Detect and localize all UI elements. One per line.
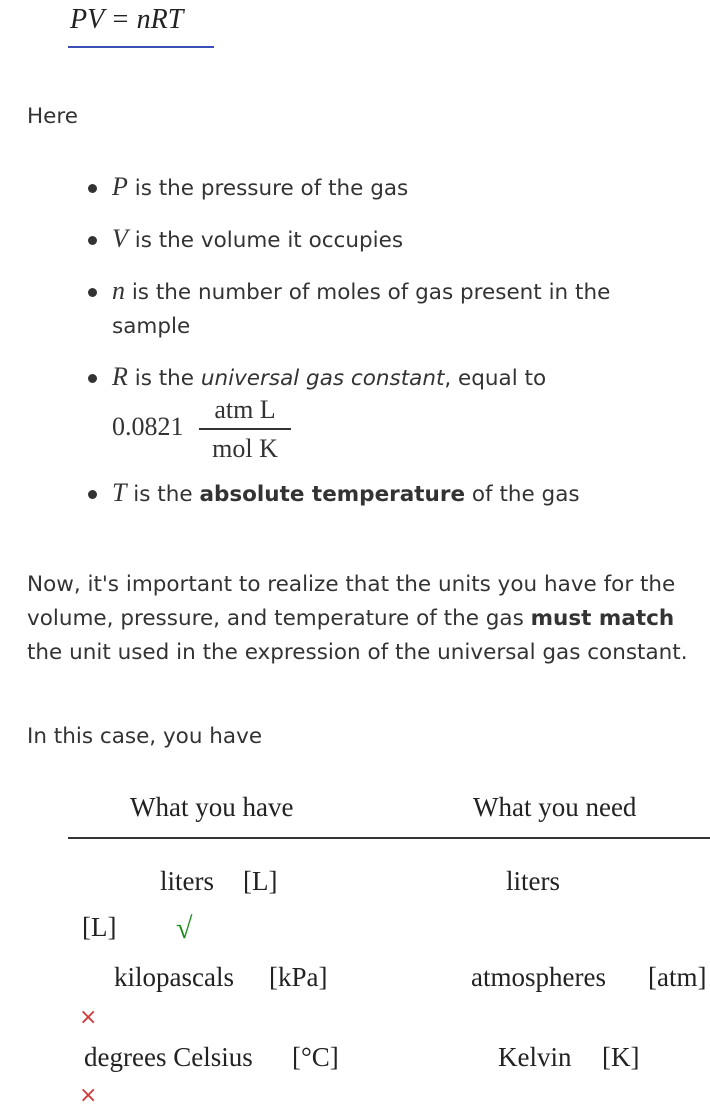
bullet-icon <box>88 236 100 248</box>
bullet-icon <box>88 288 100 300</box>
emphasis-text: universal gas constant <box>200 366 445 391</box>
table-cell-need: Kelvin <box>498 1042 572 1072</box>
table-cell-have: kilopascals <box>114 962 234 992</box>
symbol-n: n <box>112 276 125 305</box>
bold-text: absolute temperature <box>199 482 466 507</box>
case-paragraph: In this case, you have <box>27 724 263 749</box>
table-cell-need-unit: [K] <box>602 1042 640 1072</box>
list-item <box>112 476 692 512</box>
symbol-r: R <box>112 362 128 391</box>
bullet-icon <box>88 490 100 502</box>
symbol-p: P <box>112 172 128 201</box>
definition-text: , equal to <box>444 366 547 391</box>
table-cell-have-unit: [L] <box>243 866 278 896</box>
table-cell-have: liters <box>160 866 214 896</box>
list-item <box>112 274 692 344</box>
table-cell-have-unit: [kPa] <box>269 962 328 992</box>
table-cell-have: degrees Celsius <box>84 1042 253 1072</box>
fraction-bar <box>199 428 291 430</box>
table-cell-need: liters <box>506 866 560 896</box>
definition-text: is the volume it occupies <box>127 228 404 253</box>
units-paragraph <box>27 568 697 670</box>
unit-fraction <box>199 394 291 465</box>
bullet-icon <box>88 184 100 196</box>
table-cell-have-unit: [°C] <box>292 1042 339 1072</box>
cross-icon: × <box>79 1083 98 1108</box>
equation-underline <box>68 46 214 48</box>
header-have: What you have <box>130 792 294 822</box>
table-cell-need-unit: [atm] <box>648 962 707 992</box>
fraction-numerator: atm L <box>214 395 276 424</box>
check-icon: √ <box>176 912 193 945</box>
cross-icon: × <box>79 1005 98 1030</box>
paragraph-text: Now, it's important to realize that the units you have for the volume, pressure, and temperature of the gas <box>27 572 676 631</box>
paragraph-text: the unit used in the expression of the universal gas constant. <box>27 640 688 665</box>
table-cell-need: atmospheres <box>471 962 606 992</box>
header-need: What you need <box>473 792 637 822</box>
definition-text: is the number of moles of gas present in the sample <box>112 280 611 339</box>
table-divider <box>68 837 710 839</box>
symbol-t: T <box>112 478 127 507</box>
bold-text: must match <box>530 606 675 631</box>
ideal-gas-equation: PV = nRT <box>70 4 184 35</box>
definition-text: of the gas <box>465 482 580 507</box>
bullet-icon <box>88 374 100 386</box>
list-item <box>112 360 692 396</box>
list-item <box>112 170 692 206</box>
definition-text: is the pressure of the gas <box>127 176 409 201</box>
table-cell-need-unit: [L] <box>82 912 117 942</box>
list-item <box>112 222 692 258</box>
fraction-denominator: mol K <box>212 433 278 463</box>
definition-text: is the <box>127 366 201 391</box>
intro-text: Here <box>27 104 78 129</box>
definition-text: is the <box>126 482 200 507</box>
symbol-v: V <box>112 224 128 253</box>
constant-number: 0.0821 <box>112 412 184 441</box>
